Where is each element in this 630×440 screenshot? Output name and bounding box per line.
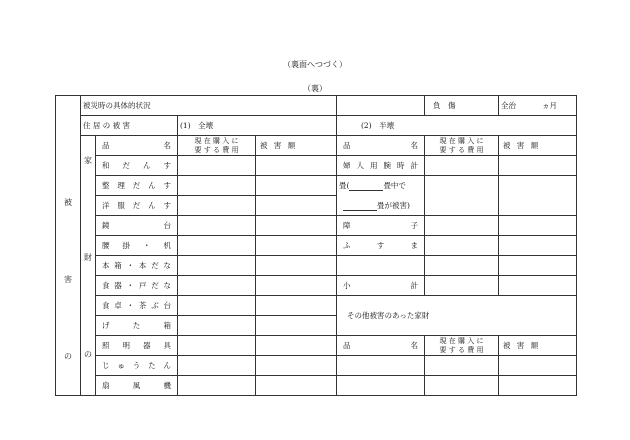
situation-label: 被災時の具体的状況 bbox=[81, 96, 337, 116]
item-name: 本箱・本だな bbox=[96, 256, 178, 276]
cost-cell[interactable] bbox=[178, 316, 256, 336]
item-name: 整理だんす bbox=[96, 176, 178, 196]
damage-cell[interactable] bbox=[256, 336, 337, 356]
cost-cell-right[interactable] bbox=[425, 156, 499, 176]
item-name: 扇風機 bbox=[96, 376, 178, 396]
item-header-right: 品名 bbox=[337, 136, 425, 156]
item-name-right: ふすま bbox=[337, 236, 425, 256]
damage-cell[interactable] bbox=[256, 356, 337, 376]
subtotal-damage[interactable] bbox=[499, 276, 577, 296]
table-row bbox=[56, 336, 577, 356]
damage-cell-right[interactable] bbox=[499, 236, 577, 256]
residence-row bbox=[56, 116, 577, 136]
table-row bbox=[56, 356, 577, 376]
table-row bbox=[56, 216, 577, 236]
damage-header-other: 被 害 額 bbox=[499, 336, 577, 356]
item-name: 洋服だんす bbox=[96, 196, 178, 216]
side-label-furniture: 家 財 の bbox=[81, 136, 96, 396]
table-row bbox=[56, 256, 577, 276]
situation-row bbox=[56, 96, 577, 116]
cost-cell[interactable] bbox=[178, 296, 256, 316]
table-row bbox=[56, 176, 577, 196]
item-name: 鏡台 bbox=[96, 216, 178, 236]
cost-cell-right[interactable] bbox=[425, 376, 499, 396]
cost-cell[interactable] bbox=[178, 356, 256, 376]
damage-cell[interactable] bbox=[256, 316, 337, 336]
tatami-line-1[interactable]: 畳( 畳中で bbox=[337, 176, 425, 196]
back-side-caption: （裏） bbox=[303, 84, 327, 93]
situation-field[interactable] bbox=[337, 96, 425, 116]
cost-cell[interactable] bbox=[178, 156, 256, 176]
damage-cell[interactable] bbox=[256, 176, 337, 196]
damage-cell-right[interactable] bbox=[499, 156, 577, 176]
cost-cell[interactable] bbox=[178, 216, 256, 236]
damage-cell-right[interactable] bbox=[499, 176, 577, 216]
half-loss-option[interactable]: (2) 半壊 bbox=[337, 116, 577, 136]
cost-header: 現 在 購 入 に 要 す る 費 用 bbox=[178, 136, 256, 156]
item-name-right: 障子 bbox=[337, 216, 425, 236]
injury-label: 負 傷 bbox=[425, 96, 499, 116]
other-item-cell[interactable] bbox=[337, 356, 425, 376]
table-row bbox=[56, 376, 577, 396]
cost-cell[interactable] bbox=[178, 336, 256, 356]
table-row bbox=[56, 276, 577, 296]
continue-caption: （裏面へつづく） bbox=[283, 60, 347, 69]
item-name: じゅうたん bbox=[96, 356, 178, 376]
item-header: 品名 bbox=[96, 136, 178, 156]
tatami-line-2[interactable]: 畳が被害) bbox=[337, 196, 425, 216]
other-items-label: その他被害のあった家財 bbox=[337, 296, 577, 336]
item-name: 食器・戸だな bbox=[96, 276, 178, 296]
damage-cell-right[interactable] bbox=[499, 356, 577, 376]
damage-cell[interactable] bbox=[256, 196, 337, 216]
damage-cell[interactable] bbox=[256, 296, 337, 316]
other-item-cell[interactable] bbox=[337, 376, 425, 396]
cost-cell-right[interactable] bbox=[425, 256, 499, 276]
damage-cell[interactable] bbox=[256, 216, 337, 236]
table-row bbox=[56, 156, 577, 176]
item-header-other: 品名 bbox=[337, 336, 425, 356]
cost-cell-right[interactable] bbox=[425, 236, 499, 256]
cost-cell[interactable] bbox=[178, 236, 256, 256]
damage-cell-right[interactable] bbox=[499, 256, 577, 276]
subtotal-label: 小計 bbox=[337, 276, 425, 296]
damage-cell[interactable] bbox=[256, 376, 337, 396]
damage-cell-right[interactable] bbox=[499, 376, 577, 396]
damage-cell[interactable] bbox=[256, 236, 337, 256]
cost-cell[interactable] bbox=[178, 176, 256, 196]
item-name: げた箱 bbox=[96, 316, 178, 336]
damage-cell[interactable] bbox=[256, 276, 337, 296]
damage-header-right: 被 害 額 bbox=[499, 136, 577, 156]
damage-form-table bbox=[55, 95, 577, 396]
recovery-field[interactable]: 全治 ヵ月 bbox=[499, 96, 577, 116]
damage-cell[interactable] bbox=[256, 256, 337, 276]
damage-cell-right[interactable] bbox=[499, 216, 577, 236]
cost-header-right: 現 在 購 入 に 要 す る 費 用 bbox=[425, 136, 499, 156]
header-row bbox=[56, 136, 577, 156]
damage-cell[interactable] bbox=[256, 156, 337, 176]
cost-cell[interactable] bbox=[178, 376, 256, 396]
damage-header: 被 害 額 bbox=[256, 136, 337, 156]
cost-cell[interactable] bbox=[178, 276, 256, 296]
cost-cell-right[interactable] bbox=[425, 176, 499, 216]
cost-cell[interactable] bbox=[178, 256, 256, 276]
item-name: 和だんす bbox=[96, 156, 178, 176]
item-name-right: 婦人用腕時計 bbox=[337, 156, 425, 176]
cost-cell-right[interactable] bbox=[425, 356, 499, 376]
table-row bbox=[56, 236, 577, 256]
table-row bbox=[56, 296, 577, 316]
item-name: 照明器具 bbox=[96, 336, 178, 356]
subtotal-cost[interactable] bbox=[425, 276, 499, 296]
item-name: 食卓・茶ぶ台 bbox=[96, 296, 178, 316]
residence-label: 住 居 の 被 害 bbox=[81, 116, 178, 136]
side-label-damage: 被 害 の bbox=[56, 96, 81, 396]
cost-cell[interactable] bbox=[178, 196, 256, 216]
cost-header-other: 現 在 購 入 に 要 す る 費 用 bbox=[425, 336, 499, 356]
total-loss-option[interactable]: (1) 全壊 bbox=[178, 116, 337, 136]
cost-cell-right[interactable] bbox=[425, 216, 499, 236]
item-name: 腰掛・机 bbox=[96, 236, 178, 256]
